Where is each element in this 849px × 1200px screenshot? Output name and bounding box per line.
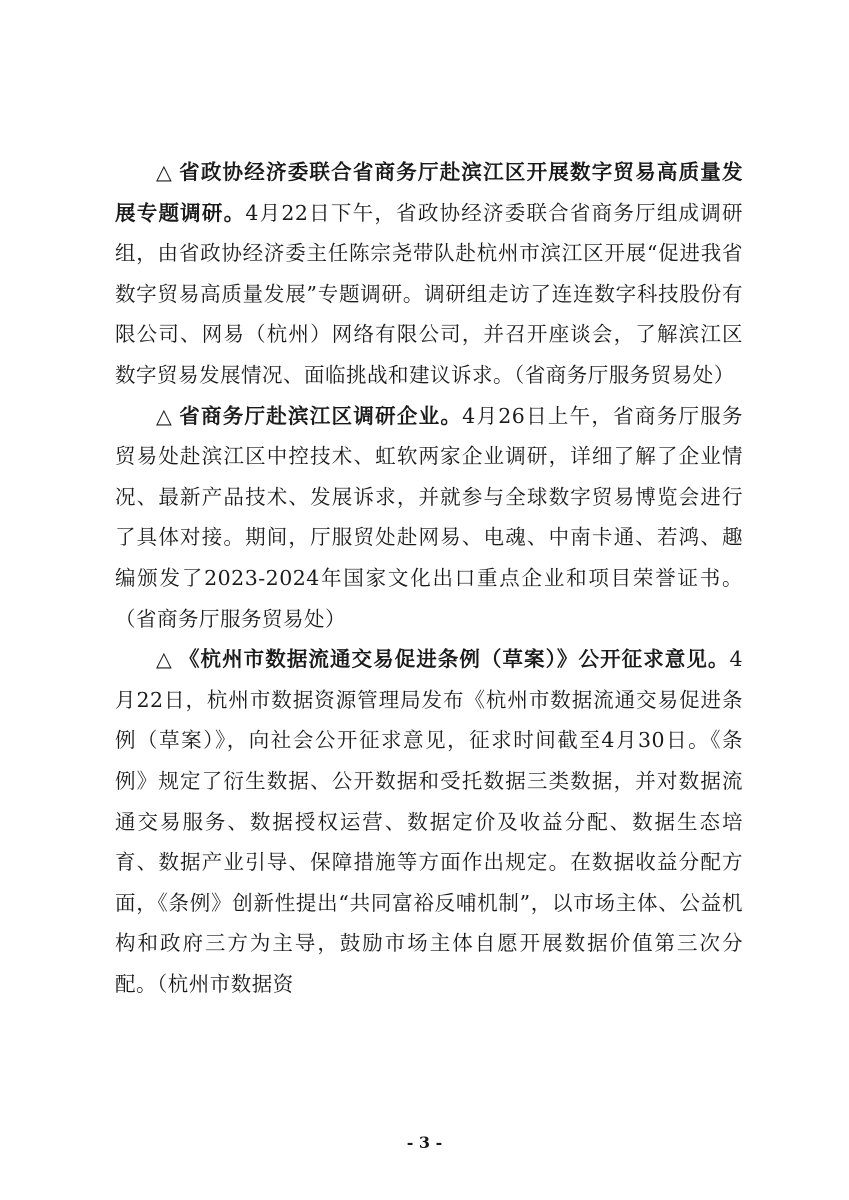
news-item-1 xyxy=(115,152,743,396)
triangle-bullet-icon: △ xyxy=(156,403,174,428)
page-number: - 3 - xyxy=(406,1133,443,1152)
triangle-bullet-icon: △ xyxy=(156,647,173,672)
news-item-headline: 省商务厅赴滨江区调研企业。 xyxy=(179,403,463,428)
news-item-headline: 省政协经济委联合省商务厅赴滨江区开展数字贸易高质量发展专题调研。 xyxy=(115,160,744,225)
document-body xyxy=(115,152,743,1004)
news-item-3 xyxy=(115,639,743,1004)
news-item-headline: 《杭州市数据流通交易促进条例（草案）》公开征求意见。 xyxy=(178,647,730,672)
news-item-text: 4月26日上午，省商务厅服务贸易处赴滨江区中控技术、虹软两家企业调研，详细了解了企业情况、最新产品技术、发展诉求，并就参与全球数字贸易博览会进行了具体对接。期间，厅服贸处赴网易、电魂、中南卡通、若鸿、趣编颁发了2023-2024年国家文化出口重点企业和项目荣誉证书。（省商务厅服务贸易处） xyxy=(115,403,744,631)
news-item-2 xyxy=(115,396,743,640)
news-item-text: 4月22日，杭州市数据资源管理局发布《杭州市数据流通交易促进条例（草案）》，向社会公开征求意见，征求时间截至4月30日。《条例》规定了衍生数据、公开数据和受托数据三类数据，并对数据流通交易服务、数据授权运营、数据定价及收益分配、数据生态培育、数据产业引导、保障措施等方面作出规定。在数据收益分配方面，《条例》创新性提出“共同富裕反哺机制”，以市场主体、公益机构和政府三方为主导，鼓励市场主体自愿开展数据价值第三次分配。（杭州市数据资 xyxy=(115,647,744,996)
triangle-bullet-icon: △ xyxy=(156,160,173,184)
news-item-text: 4月22日下午，省政协经济委联合省商务厅组成调研组，由省政协经济委主任陈宗尧带队赴杭州市滨江区开展“促进我省数字贸易高质量发展”专题调研。调研组走访了连连数字科技股份有限公司、网易（杭州）网络有限公司，并召开座谈会，了解滨江区数字贸易发展情况、面临挑战和建议诉求。（省商务厅服务贸易处） xyxy=(115,200,743,387)
